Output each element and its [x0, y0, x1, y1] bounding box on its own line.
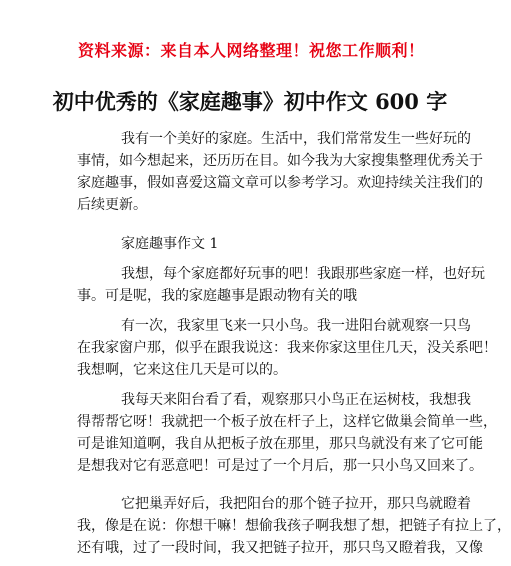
text-line: 我每天来阳台看了看，观察那只小鸟正在运树枝，我想我: [121, 392, 471, 408]
text-line: 有一次，我家里飞来一只小鸟。我一进阳台就观察一只鸟: [121, 318, 471, 334]
text-line: 我有一个美好的家庭。生活中，我们常常发生一些好玩的: [121, 131, 471, 147]
paragraph: [77, 493, 511, 559]
text-line: 得帮帮它呀！我就把一个板子放在杆子上，这样它做巢会简单一些，: [77, 414, 497, 430]
text-line: 事。可是呢，我的家庭趣事是跟动物有关的哦: [77, 288, 357, 304]
text-line: 家庭趣事作文 1: [121, 236, 219, 252]
page-title: 初中优秀的《家庭趣事》初中作文 600 字: [52, 89, 448, 114]
text-line: 家庭趣事，假如喜爱这篇文章可以参考学习。欢迎持续关注我们的: [77, 175, 483, 191]
text-line: 还有哦，过了一段时间，我又把链子拉开，那只鸟又瞪着我，又像: [77, 540, 483, 556]
text-line: 我想，每个家庭都好玩事的吧！我跟那些家庭一样，也好玩: [121, 266, 485, 282]
paragraph: [77, 128, 483, 216]
paragraph: [77, 315, 497, 381]
text-line: 在我家窗户那，似乎在跟我说这：我来你家这里住几天，没关系吧！: [77, 340, 497, 356]
text-line: 我想啊，它来这住几天是可以的。: [77, 362, 287, 378]
source-notice: 资料来源：来自本人网络整理！祝您工作顺利！: [78, 41, 425, 60]
text-line: 可是谁知道啊，我自从把板子放在那里，那只鸟就没有来了它可能: [77, 436, 483, 452]
text-line: 事情，如今想起来，还历历在目。如今我为大家搜集整理优秀关于: [77, 153, 483, 169]
paragraph: [77, 389, 497, 477]
paragraph: [77, 263, 485, 307]
text-line: 后续更新。: [77, 197, 147, 213]
text-line: 它把巢弄好后，我把阳台的那个链子拉开，那只鸟就瞪着: [121, 496, 471, 512]
text-line: 我，像是在说：你想干嘛！想偷我孩子啊我想了想，把链子有拉上了，: [77, 518, 511, 534]
paragraph: [77, 233, 422, 255]
text-line: 是想我对它有恶意吧！可是过了一个月后，那一只小鸟又回来了。: [77, 458, 483, 474]
